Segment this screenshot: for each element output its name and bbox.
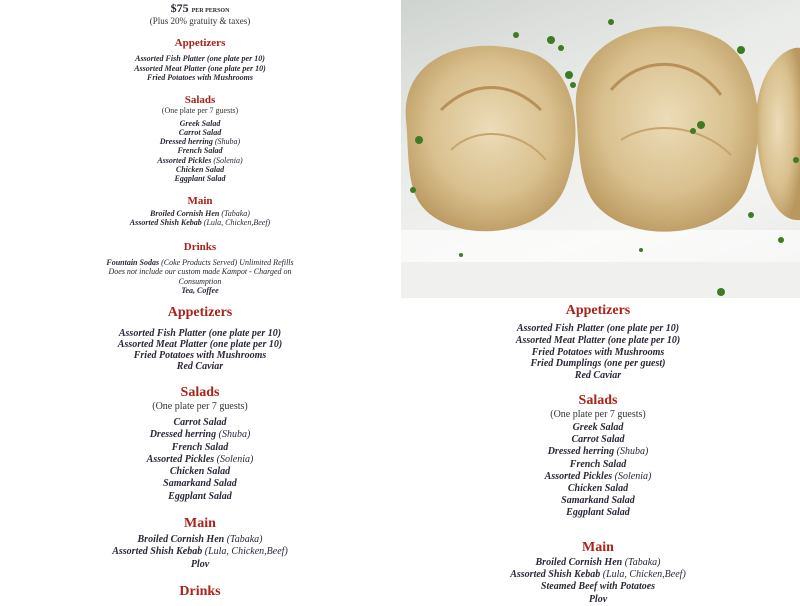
menu-item: French Salad <box>171 441 229 453</box>
menu-item: Assorted Shish Kebab (Lula, Chicken,Beef) <box>129 218 271 228</box>
gratuity-note: (Plus 20% gratuity & taxes) <box>149 16 251 26</box>
menu-item: Eggplant Salad <box>566 507 630 519</box>
menu-item: Chicken Salad <box>175 164 225 174</box>
menu-item: French Salad <box>177 146 223 156</box>
menu-item: Fried Potatoes with Mushrooms <box>146 73 254 82</box>
menu-item: Samarkand Salad <box>561 495 635 507</box>
menu-item: Fried Potatoes with Mushrooms <box>531 346 665 358</box>
menu-item: Chicken Salad <box>169 466 231 478</box>
menu-item: Dressed herring (Shuba) <box>547 446 649 458</box>
menu-item: Chicken Salad <box>567 483 629 494</box>
dumplings-icon <box>401 0 800 298</box>
menu-item: Assorted Pickles (Solenia) <box>157 155 243 165</box>
salads-subtitle: (One plate per 7 guests) <box>161 105 239 115</box>
section-title-main: Main <box>187 194 213 207</box>
salads-subtitle: (One plate per 7 guests) <box>550 408 646 420</box>
menu-item: Eggplant Salad <box>174 174 226 184</box>
section-title-salads: Salads <box>578 392 618 408</box>
menu-item: Eggplant Salad <box>168 490 232 502</box>
section-title-drinks: Drinks <box>183 240 217 253</box>
menu-item: Assorted Meat Platter (one plate per 10) <box>515 334 681 346</box>
dumplings-photo <box>401 0 800 298</box>
drinks-line: Fountain Sodas (Coke Products Served) Unlimited Refills <box>106 257 294 267</box>
menu-item: Broiled Cornish Hen (Tabaka) <box>137 534 263 546</box>
menu-item: French Salad <box>569 458 627 470</box>
menu-item: Carrot Salad <box>173 417 227 428</box>
drinks-note: Does not include our custom made Kampot - Charged on Consumption <box>108 267 292 286</box>
menu-item: Tea, Coffee <box>181 286 219 296</box>
menu-item: Fried Dumplings (one per guest) <box>530 358 666 370</box>
menu-item: Plov <box>190 558 210 570</box>
menu-item: Greek Salad <box>572 421 624 433</box>
left-menu-card <box>60 305 340 600</box>
menu-item: Assorted Meat Platter (one plate per 10) <box>117 339 283 350</box>
per-person-label: PER PERSON <box>191 8 230 14</box>
section-title-salads: Salads <box>184 93 216 106</box>
menu-item: Dressed herring (Shuba) <box>149 429 251 441</box>
menu-item: Red Caviar <box>176 361 224 372</box>
menu-item: Plov <box>588 593 608 605</box>
menu-item: Steamed Beef with Potatoes <box>540 581 656 593</box>
menu-item: Broiled Cornish Hen (Tabaka) <box>150 208 250 218</box>
menu-item: Assorted Pickles (Solenia) <box>544 470 652 482</box>
salads-subtitle: (One plate per 7 guests) <box>152 401 248 412</box>
section-title-appetizers: Appetizers <box>167 305 233 320</box>
menu-item: Assorted Fish Platter (one plate per 10) <box>516 323 680 334</box>
menu-item: Assorted Shish Kebab (Lula, Chicken,Beef) <box>112 546 288 558</box>
menu-item: Red Caviar <box>574 370 622 382</box>
menu-item: Dressed herring (Shuba) <box>159 137 241 147</box>
section-title-drinks: Drinks <box>179 583 221 599</box>
menu-item: Assorted Fish Platter (one plate per 10) <box>135 54 265 63</box>
menu-item: Broiled Cornish Hen (Tabaka) <box>535 556 661 568</box>
section-title-main: Main <box>582 539 614 555</box>
menu-item: Assorted Meat Platter (one plate per 10) <box>134 63 266 73</box>
menu-item: Assorted Fish Platter (one plate per 10) <box>118 328 282 339</box>
section-title-salads: Salads <box>180 385 220 400</box>
menu-item: Assorted Shish Kebab (Lula, Chicken,Beef) <box>510 568 686 580</box>
menu-item: Assorted Pickles (Solenia) <box>146 453 254 465</box>
menu-item: Fried Potatoes with Mushrooms <box>133 350 267 361</box>
section-title-appetizers: Appetizers <box>565 303 631 318</box>
menu-item: Carrot Salad <box>571 434 625 446</box>
right-menu-card <box>458 303 738 606</box>
section-title-appetizers: Appetizers <box>174 37 226 49</box>
menu-item: Greek Salad <box>179 118 221 128</box>
section-title-main: Main <box>184 516 216 532</box>
menu-item: Samarkand Salad <box>163 478 237 490</box>
small-menu-card <box>60 0 340 296</box>
menu-price <box>60 1 340 16</box>
menu-item: Carrot Salad <box>178 127 222 137</box>
price-value: $75 <box>170 1 189 15</box>
